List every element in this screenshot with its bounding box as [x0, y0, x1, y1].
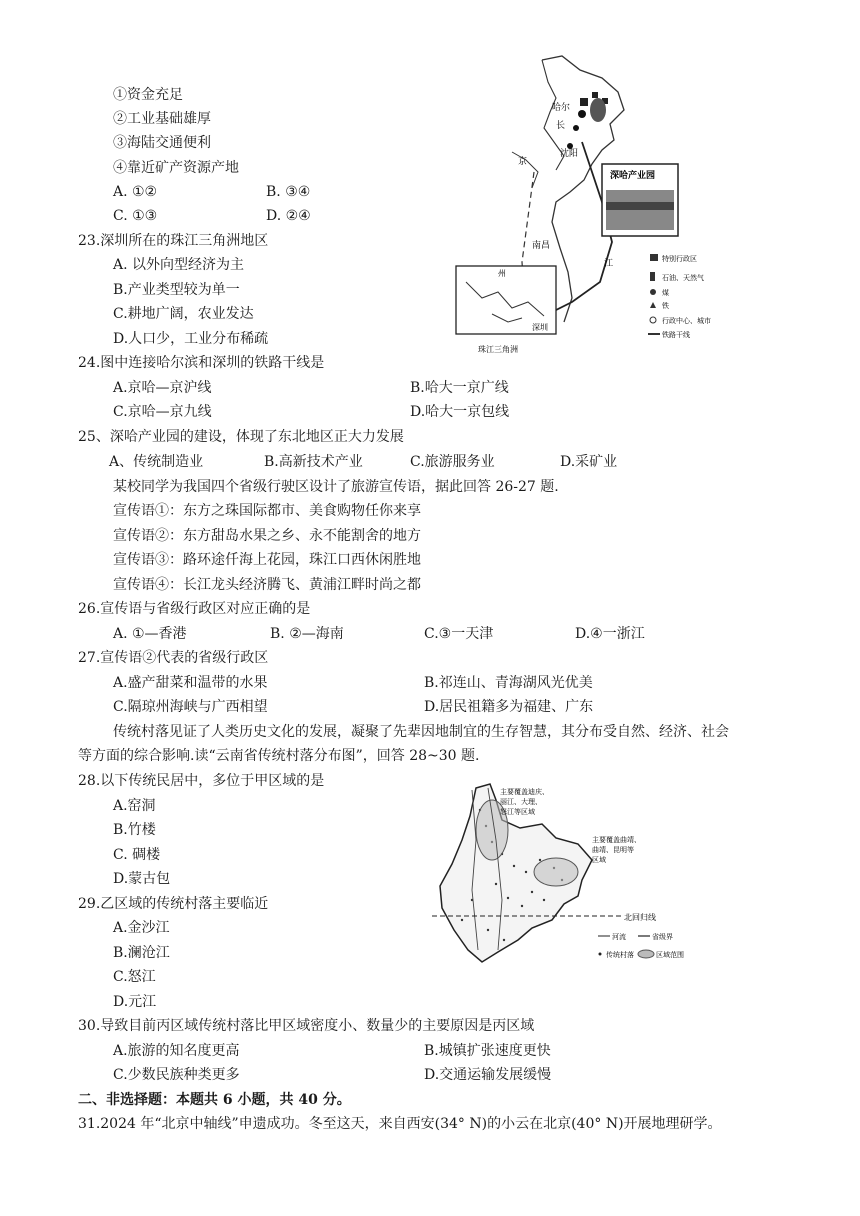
legend-region-swatch — [638, 950, 654, 958]
legend-iron-swatch — [650, 302, 656, 308]
q22-option-a: A. ①② — [113, 184, 158, 200]
q23-option-b: B.产业类型较为单一 — [113, 282, 240, 298]
q29-option-b: B.澜沧江 — [113, 945, 170, 961]
map-yunnan-villages — [432, 780, 692, 970]
q24-stem: 24.图中连接哈尔滨和深圳的铁路干线是 — [78, 355, 325, 371]
q22-item-4: ④靠近矿产资源产地 — [113, 160, 239, 176]
q27-stem: 27.宣传语②代表的省级行政区 — [78, 650, 269, 666]
q22-option-d: D. ②④ — [266, 208, 311, 224]
q30-option-d: D.交通运输发展缓慢 — [424, 1067, 552, 1083]
q29-option-d: D.元江 — [113, 994, 157, 1010]
q22-option-b: B. ③④ — [266, 184, 311, 200]
intro-28-30-line-1: 传统村落见证了人类历史文化的发展，凝聚了先辈因地制宜的生存智慧，其分布受自然、经济、社会 — [113, 724, 729, 740]
q22-item-1: ①资金充足 — [113, 87, 183, 103]
legend-region-label: 区域范围 — [656, 951, 684, 959]
q22-option-c: C. ①③ — [113, 208, 158, 224]
slogan-4: 宣传语④：长江龙头经济腾飞、黄浦江畔时尚之都 — [113, 577, 421, 593]
q28-option-d: D.蒙古包 — [113, 871, 171, 887]
label-b-line-1: 主要覆盖曲靖、 — [592, 836, 641, 844]
q28-stem: 28.以下传统民居中，多位于甲区域的是 — [78, 773, 325, 789]
q22-item-3: ③海陆交通便利 — [113, 135, 211, 151]
city-label-changchun: 长 — [556, 121, 566, 131]
slogan-1: 宣传语①：东方之珠国际都市、美食购物任你来享 — [113, 503, 421, 519]
label-a-line-3: 怒江等区域 — [500, 808, 535, 816]
q26-option-b: B. ②—海南 — [270, 626, 344, 642]
city-label-shenzhen: 深圳 — [532, 323, 548, 332]
label-a-line-2: 丽江、大理、 — [500, 798, 542, 806]
q29-stem: 29.乙区域的传统村落主要临近 — [78, 896, 269, 912]
q24-option-a: A.京哈—京沪线 — [113, 380, 212, 396]
city-label-harbin: 哈尔 — [552, 103, 571, 113]
q27-option-a: A.盛产甜菜和温带的水果 — [113, 675, 268, 691]
legend-sar-label: 特别行政区 — [662, 255, 697, 263]
label-a-line-1: 主要覆盖迪庆、 — [500, 788, 549, 796]
q24-option-b: B.哈大一京广线 — [410, 380, 509, 396]
q25-option-c: C.旅游服务业 — [410, 454, 495, 470]
legend-railway-label: 铁路干线 — [662, 331, 690, 339]
q27-option-b: B.祁连山、青海湖风光优美 — [424, 675, 593, 691]
city-label-beijing: 京 — [518, 157, 528, 167]
city-label-guangzhou: 州 — [498, 269, 506, 278]
legend-river-label: 河流 — [612, 933, 626, 941]
symbol-oil — [590, 98, 606, 122]
label-b-line-2: 曲靖、昆明等 — [592, 846, 634, 854]
q26-stem: 26.宣传语与省级行政区对应正确的是 — [78, 601, 311, 617]
q24-option-d: D.哈大一京包线 — [410, 404, 510, 420]
map1-caption: 珠江三角洲 — [478, 345, 518, 354]
q28-option-c: C. 碉楼 — [113, 847, 161, 863]
legend-coal-swatch — [650, 289, 656, 295]
symbol-coal-1 — [580, 98, 588, 106]
q25-option-b: B.高新技术产业 — [264, 454, 363, 470]
q25-option-a: A、传统制造业 — [109, 454, 204, 470]
map-harbin-shenzhen-svg — [452, 52, 711, 362]
legend-sar-swatch — [650, 254, 658, 261]
q29-option-a: A.金沙江 — [113, 920, 170, 936]
city-label-nanchang: 南昌 — [532, 241, 551, 251]
map-harbin-shenzhen — [452, 52, 711, 362]
q30-option-b: B.城镇扩张速度更快 — [424, 1043, 551, 1059]
q27-option-d: D.居民祖籍多为福建、广东 — [424, 699, 594, 715]
legend-coal-label: 煤 — [662, 289, 669, 297]
q30-option-c: C.少数民族种类更多 — [113, 1067, 240, 1083]
q25-stem: 25、深哈产业园的建设，体现了东北地区正大力发展 — [78, 429, 404, 445]
q25-option-d: D.采矿业 — [560, 454, 618, 470]
q26-option-c: C.③一天津 — [424, 626, 494, 642]
q31-stem: 31.2024 年“北京中轴线”申遗成功。冬至这天，来自西安(34° N)的小云在北京(40° N)开展地理研学。 — [78, 1116, 722, 1132]
q28-option-b: B.竹楼 — [113, 822, 156, 838]
q26-option-d: D.④一浙江 — [575, 626, 645, 642]
city-changchun-dot — [573, 125, 579, 131]
q23-option-c: C.耕地广阔，农业发达 — [113, 306, 254, 322]
q28-option-a: A.窑洞 — [113, 798, 156, 814]
q23-option-d: D.人口少，工业分布稀疏 — [113, 331, 269, 347]
city-label-shenyang: 沈阳 — [560, 149, 579, 159]
legend-city-swatch — [650, 317, 656, 323]
q23-stem: 23.深圳所在的珠江三角洲地区 — [78, 233, 269, 249]
inset-industrial-park-label: 深哈产业园 — [610, 171, 656, 181]
q24-option-c: C.京哈—京九线 — [113, 404, 212, 420]
symbol-coal-2 — [592, 92, 598, 98]
legend-oil-swatch — [650, 272, 655, 281]
label-b-line-3: 区域 — [592, 856, 606, 864]
q29-option-c: C.怒江 — [113, 969, 156, 985]
legend-oil-label: 石油、天然气 — [662, 274, 704, 282]
legend-city-label: 行政中心、城市 — [662, 317, 711, 325]
intro-26-27: 某校同学为我国四个省级行驶区设计了旅游宣传语，据此回答 26-27 题. — [113, 479, 559, 495]
inset-photo-band — [606, 202, 674, 210]
slogan-2: 宣传语②：东方甜岛水果之乡、永不能割舍的地方 — [113, 528, 421, 544]
legend-iron-label: 铁 — [662, 302, 669, 310]
slogan-3: 宣传语③：路环途仟海上花园，珠江口西休闲胜地 — [113, 552, 421, 568]
city-label-jiangxi: 江 — [604, 259, 614, 269]
region-yi — [534, 858, 578, 886]
q23-option-a: A. 以外向型经济为主 — [113, 257, 245, 273]
q22-item-2: ②工业基础雄厚 — [113, 111, 211, 127]
q30-option-a: A.旅游的知名度更高 — [113, 1043, 240, 1059]
city-harbin-dot — [578, 110, 586, 118]
map-yunnan-villages-svg — [432, 780, 692, 970]
intro-28-30-line-2: 等方面的综合影响.读“云南省传统村落分布图”，回答 28~30 题. — [78, 748, 480, 764]
q30-stem: 30.导致目前丙区域传统村落比甲区域密度小、数量少的主要原因是丙区域 — [78, 1018, 535, 1034]
q27-option-c: C.隔琼州海峡与广西相望 — [113, 699, 268, 715]
legend-village-swatch — [599, 953, 602, 956]
tropic-label: 北回归线 — [624, 913, 656, 922]
section-2-heading: 二、非选择题：本题共 6 小题，共 40 分。 — [78, 1092, 351, 1108]
legend-border-label: 省级界 — [652, 933, 673, 941]
legend-village-label: 传统村落 — [606, 951, 634, 959]
q26-option-a: A. ①—香港 — [113, 626, 187, 642]
